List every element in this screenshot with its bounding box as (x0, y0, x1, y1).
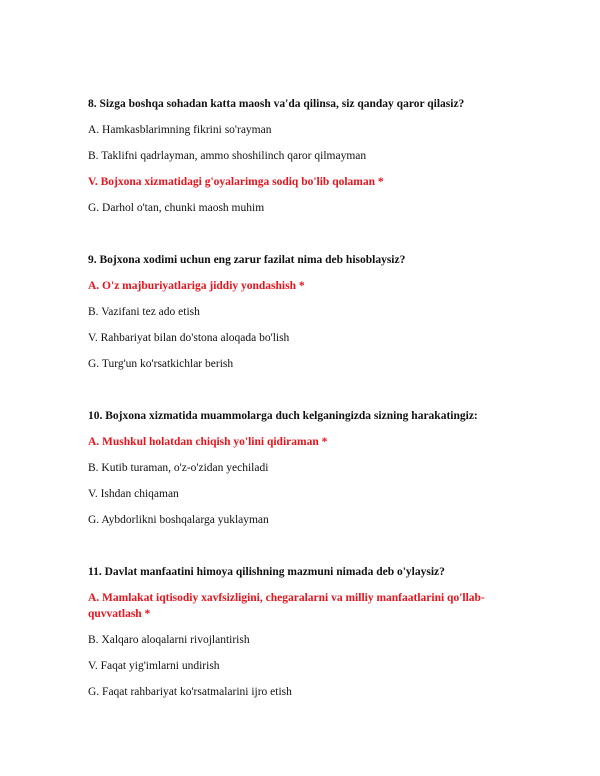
question-10-option-v: V. Ishdan chiqaman (88, 488, 179, 500)
question-8: 8. Sizga boshqa sohadan katta maosh va'da qilinsa, siz qanday qaror qilasiz? (88, 98, 465, 110)
question-9: 9. Bojxona xodimi uchun eng zarur fazilat nima deb hisoblaysiz? (88, 254, 406, 266)
question-8-option-b: B. Taklifni qadrlayman, ammo shoshilinch qaror qilmayman (88, 150, 367, 162)
question-10: 10. Bojxona xizmatida muammolarga duch kelganingizda sizning harakatingiz: (88, 410, 478, 422)
question-10-option-g: G. Aybdorlikni boshqalarga yuklayman (88, 514, 269, 526)
question-11-option-g: G. Faqat rahbariyat ko'rsatmalarini ijro etish (88, 686, 292, 698)
question-9-option-a-correct: A. O'z majburiyatlariga jiddiy yondashish * (88, 280, 305, 292)
question-9-option-v: V. Rahbariyat bilan do'stona aloqada bo'lish (88, 332, 290, 344)
question-11: 11. Davlat manfaatini himoya qilishning mazmuni nimada deb o'ylaysiz? (88, 566, 445, 578)
question-11-option-b: B. Xalqaro aloqalarni rivojlantirish (88, 634, 250, 646)
question-8-option-g: G. Darhol o'tan, chunki maosh muhim (88, 202, 265, 214)
question-10-option-a-correct: A. Mushkul holatdan chiqish yo'lini qidiraman * (88, 436, 328, 448)
question-10-option-b: B. Kutib turaman, o'z-o'zidan yechiladi (88, 462, 269, 474)
question-9-option-g: G. Turg'un ko'rsatkichlar berish (88, 358, 234, 370)
question-11-option-v: V. Faqat yig'imlarni undirish (88, 660, 220, 672)
question-9-option-b: B. Vazifani tez ado etish (88, 306, 200, 318)
question-8-option-a: A. Hamkasblarimning fikrini so'rayman (88, 124, 272, 136)
question-8-option-v-correct: V. Bojxona xizmatidagi g'oyalarimga sodiq bo'lib qolaman * (88, 176, 384, 188)
question-11-option-a-correct: A. Mamlakat iqtisodiy xavfsizligini, chegaralarni va milliy manfaatlarini qo'llab-quvvatlash * (88, 592, 485, 620)
